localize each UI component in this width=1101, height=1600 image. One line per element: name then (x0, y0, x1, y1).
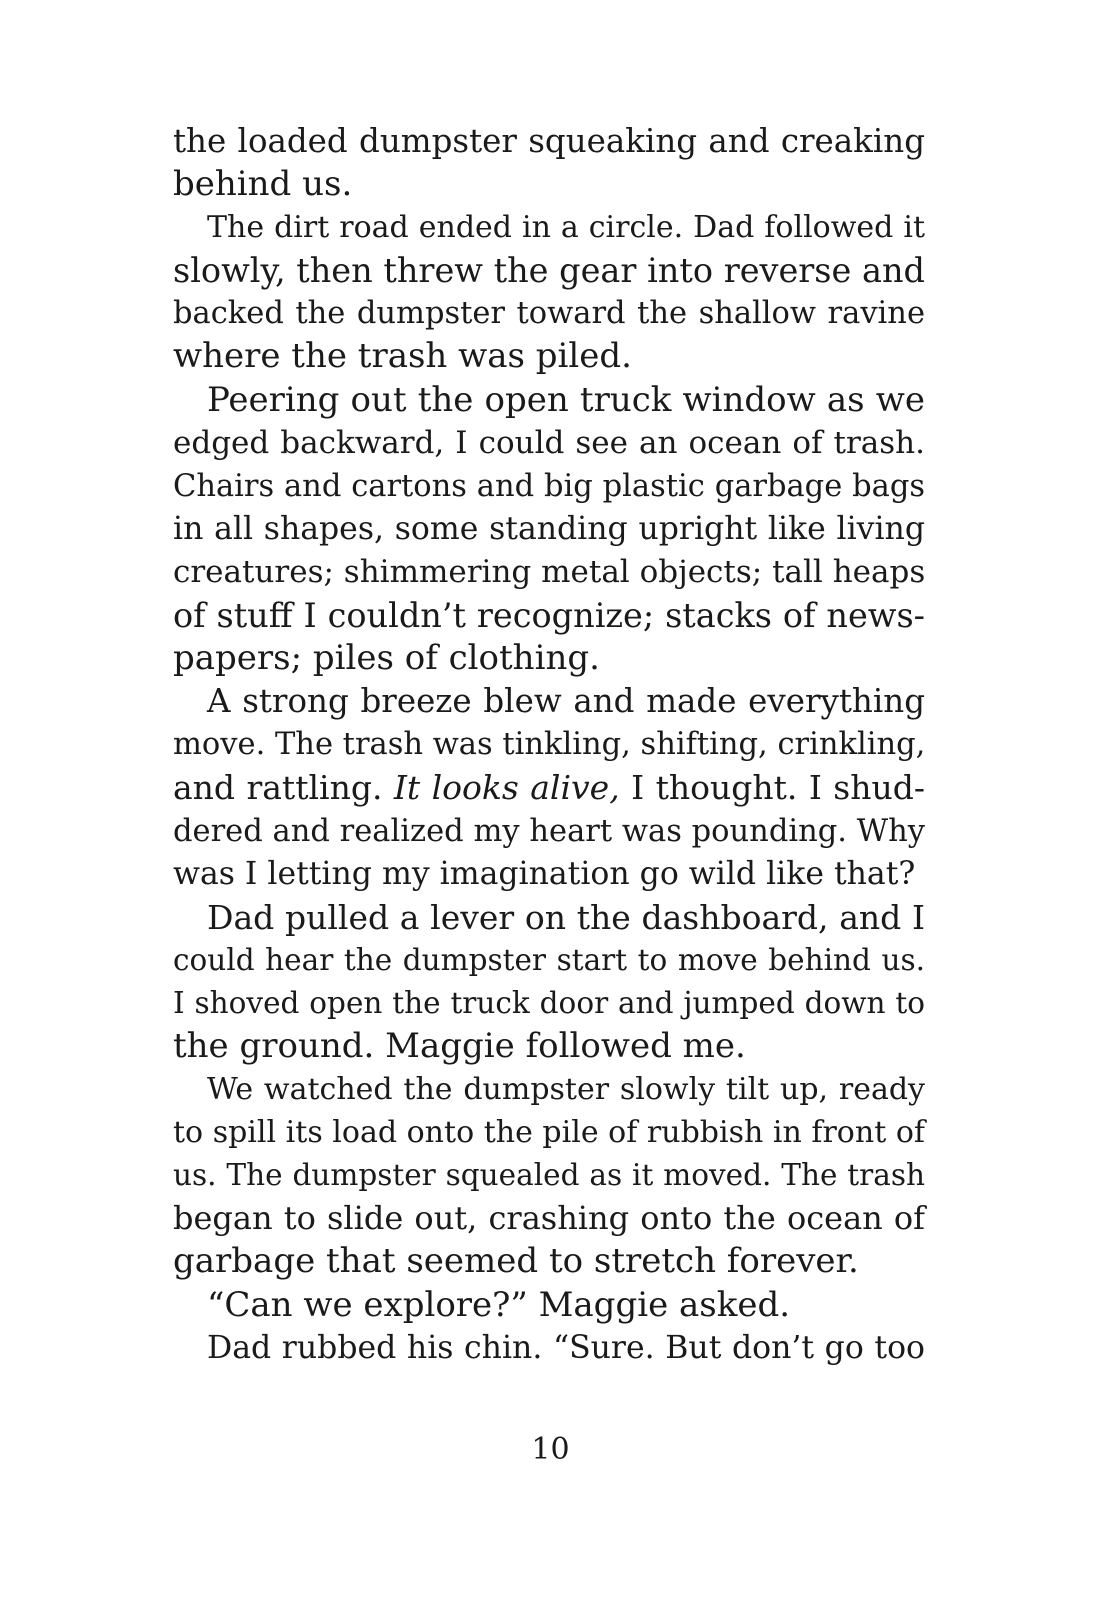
text-segment: Dad rubbed his chin. “Sure. But don’t go too (207, 1329, 925, 1366)
body-text (173, 120, 925, 1370)
italic-text: It looks alive, (393, 768, 620, 808)
text-line (173, 206, 925, 249)
text-segment: move. The trash was tinkling, shifting, crinkling, (173, 727, 926, 763)
text-segment: could hear the dumpster start to move behind us. (173, 942, 925, 977)
text-line (173, 723, 925, 766)
text-line (173, 637, 925, 680)
text-segment: slowly, then threw the gear into reverse and (173, 251, 925, 291)
text-line (173, 379, 925, 422)
text-line (173, 249, 925, 292)
text-line (173, 939, 925, 982)
text-segment: garbage that seemed to stretch forever. (173, 1241, 859, 1282)
text-segment: backed the dumpster toward the shallow ravine (173, 296, 925, 332)
text-segment: Chairs and cartons and big plastic garbage bags (173, 468, 925, 504)
text-line (173, 810, 925, 853)
text-line (173, 1197, 925, 1240)
text-line (173, 551, 925, 594)
text-segment: “Can we explore?” Maggie asked. (207, 1284, 791, 1325)
text-segment: Peering out the open truck window as we (207, 379, 925, 420)
text-segment: We watched the dumpster slowly tilt up, ready (207, 1072, 925, 1108)
text-segment: papers; piles of clothing. (173, 638, 600, 679)
text-segment: I thought. I shud- (619, 768, 926, 808)
text-line (173, 853, 925, 896)
text-line (173, 1111, 925, 1154)
text-segment: I shoved open the truck door and jumped down to (173, 985, 925, 1020)
text-line (173, 120, 925, 163)
text-segment: began to slide out, crashing onto the ocean of (173, 1199, 925, 1238)
text-line (173, 292, 925, 335)
text-segment: The dirt road ended in a circle. Dad followed it (207, 210, 925, 246)
text-segment: A strong breeze blew and made everything (207, 682, 925, 721)
text-segment: the ground. Maggie followed me. (173, 1025, 746, 1066)
text-segment: where the trash was piled. (173, 336, 632, 377)
text-segment: Dad pulled a lever on the dashboard, and I (207, 897, 925, 937)
text-line (173, 508, 925, 551)
text-line (173, 335, 925, 378)
text-segment: and rattling. (173, 768, 394, 808)
text-line (173, 465, 925, 508)
text-line (173, 982, 925, 1025)
text-segment: of stuff I couldn’t recognize; stacks of news- (173, 596, 925, 636)
text-segment: dered and realized my heart was pounding. Why (173, 813, 925, 849)
text-line (173, 1154, 925, 1197)
text-line (173, 680, 925, 723)
text-segment: in all shapes, some standing upright like living (173, 510, 925, 547)
text-segment: creatures; shimmering metal objects; tall heaps (173, 553, 926, 590)
text-line (173, 896, 925, 939)
text-line (173, 163, 925, 206)
text-segment: behind us. (173, 164, 353, 205)
text-line (173, 594, 925, 637)
text-line (173, 766, 925, 809)
text-line (173, 422, 925, 465)
page-number: 10 (531, 1432, 570, 1467)
text-line (173, 1284, 925, 1327)
text-line (173, 1025, 925, 1068)
text-segment: edged backward, I could see an ocean of trash. (173, 424, 925, 461)
text-line (173, 1240, 925, 1283)
text-segment: us. The dumpster squealed as it moved. The trash (173, 1158, 925, 1193)
text-line (173, 1068, 925, 1111)
text-segment: to spill its load onto the pile of rubbish in front of (173, 1115, 925, 1151)
text-line (173, 1327, 925, 1370)
text-segment: the loaded dumpster squeaking and creaking (173, 122, 925, 160)
text-segment: was I letting my imagination go wild like that? (173, 855, 916, 892)
